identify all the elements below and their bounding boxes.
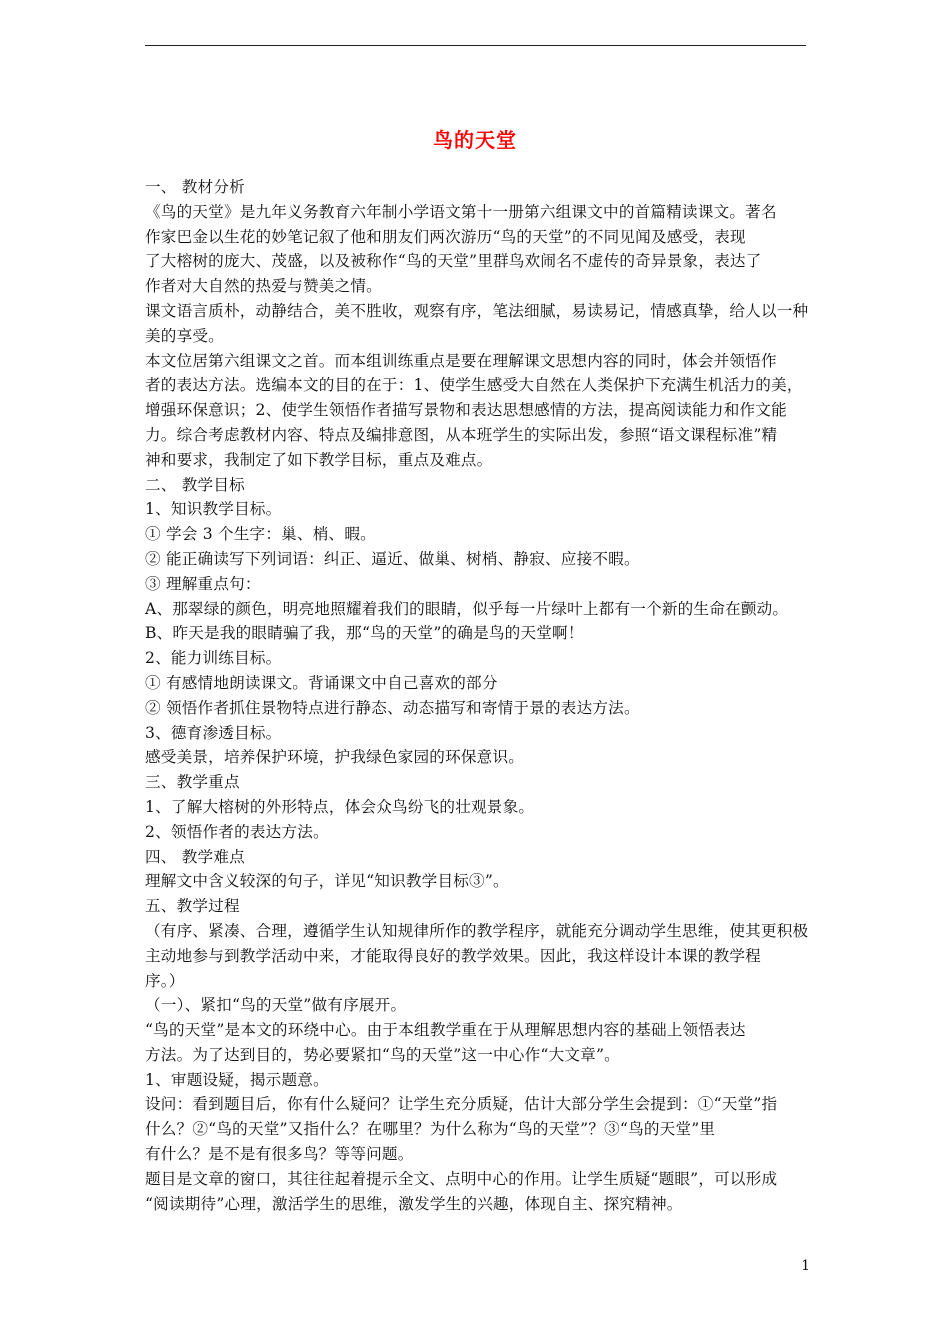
text-line: 了大榕树的庞大、茂盛，以及被称作“鸟的天堂”里群鸟欢闹名不虚传的奇异景象，表达了: [145, 252, 762, 271]
text-line: 设问：看到题目后，你有什么疑问？让学生充分质疑，估计大部分学生会提到：①“天堂”指: [145, 1095, 778, 1114]
text-line: 本文位居第六组课文之首。而本组训练重点是要在理解课文思想内容的同时，体会并领悟作: [145, 351, 777, 370]
page-number: 1: [801, 1258, 810, 1274]
text-line: ③ 理解重点句：: [145, 574, 261, 593]
text-line: 感受美景，培养保护环境，护我绿色家园的环保意识。: [145, 748, 525, 767]
text-line: ② 能正确读写下列词语：纠正、逼近、做巢、树梢、静寂、应接不暇。: [145, 549, 640, 568]
text-line: 主动地参与到教学活动中来，才能取得良好的教学效果。因此，我这样设计本课的教学程: [145, 946, 761, 965]
text-line: 美的享受。: [145, 326, 224, 345]
text-line: （一）、紧扣“鸟的天堂”做有序展开。: [145, 996, 407, 1015]
text-line: B、昨天是我的眼睛骗了我，那“鸟的天堂”的确是鸟的天堂啊！: [145, 624, 584, 643]
text-line: 作家巴金以生花的妙笔记叙了他和朋友们两次游历“鸟的天堂”的不同见闻及感受，表现: [145, 227, 746, 246]
text-line: 三、教学重点: [145, 773, 240, 792]
text-line: 什么？②“鸟的天堂”又指什么？在哪里？为什么称为“鸟的天堂”？③“鸟的天堂”里: [145, 1120, 716, 1139]
document-body: [145, 175, 809, 1216]
text-line: 者的表达方法。选编本文的目的在于：1、使学生感受大自然在人类保护下充满生机活力的美，: [145, 376, 803, 395]
text-line: 1、了解大榕树的外形特点，体会众鸟纷飞的壮观景象。: [145, 797, 535, 816]
text-line: 1、知识教学目标。: [145, 500, 282, 519]
text-line: ② 领悟作者抓住景物特点进行静态、动态描写和寄情于景的表达方法。: [145, 698, 640, 717]
text-line: 增强环保意识；2、使学生领悟作者描写景物和表达思想感情的方法，提高阅读能力和作文能: [145, 401, 787, 420]
text-line: 方法。为了达到目的，势必要紧扣“鸟的天堂”这一中心作“大文章”。: [145, 1045, 620, 1064]
text-line: 五、教学过程: [145, 897, 240, 916]
text-line: （有序、紧凑、合理，遵循学生认知规律所作的教学程序，就能充分调动学生思维，使其更积极: [145, 921, 809, 940]
text-line: 二、 教学目标: [145, 475, 245, 494]
text-line: 四、 教学难点: [145, 847, 245, 866]
text-line: ① 有感情地朗读课文。背诵课文中自己喜欢的部分: [145, 673, 498, 692]
text-line: ① 学会 3 个生字：巢、梢、暇。: [145, 525, 376, 544]
text-line: “鸟的天堂”是本文的环绕中心。由于本组教学重在于从理解思想内容的基础上领悟表达: [145, 1021, 746, 1040]
text-line: 一、 教材分析: [145, 178, 245, 196]
text-line: 《鸟的天堂》是九年义务教育六年制小学语文第十一册第六组课文中的首篇精读课文。著名: [145, 202, 777, 221]
text-line: 神和要求，我制定了如下教学目标，重点及难点。: [145, 450, 493, 469]
text-line: 有什么？是不是有很多鸟？等等问题。: [145, 1145, 414, 1164]
text-line: A、那翠绿的颜色，明亮地照耀着我们的眼睛，似乎每一片绿叶上都有一个新的生命在颤动。: [145, 599, 789, 618]
header-rule: [145, 45, 806, 46]
document-title: 鸟的天堂: [433, 128, 517, 152]
text-line: 序。）: [145, 971, 185, 990]
text-line: 题目是文章的窗口，其往往起着提示全文、点明中心的作用。让学生质疑“题眼”，可以形成: [145, 1169, 778, 1188]
text-line: 3、德育渗透目标。: [145, 723, 282, 742]
text-line: 1、审题设疑，揭示题意。: [145, 1070, 329, 1089]
text-line: 2、能力训练目标。: [145, 649, 282, 668]
text-line: “阅读期待”心理，激活学生的思维，激发学生的兴趣，体现自主、探究精神。: [145, 1194, 683, 1213]
text-line: 力。综合考虑教材内容、特点及编排意图，从本班学生的实际出发，参照“语文课程标准”精: [145, 425, 778, 444]
text-line: 理解文中含义较深的句子，详见“知识教学目标③”。: [145, 872, 509, 891]
text-line: 2、领悟作者的表达方法。: [145, 822, 329, 841]
text-line: 作者对大自然的热爱与赞美之情。: [145, 277, 382, 296]
text-line: 课文语言质朴，动静结合，美不胜收，观察有序，笔法细腻，易读易记，情感真挚，给人以一种: [145, 301, 809, 320]
